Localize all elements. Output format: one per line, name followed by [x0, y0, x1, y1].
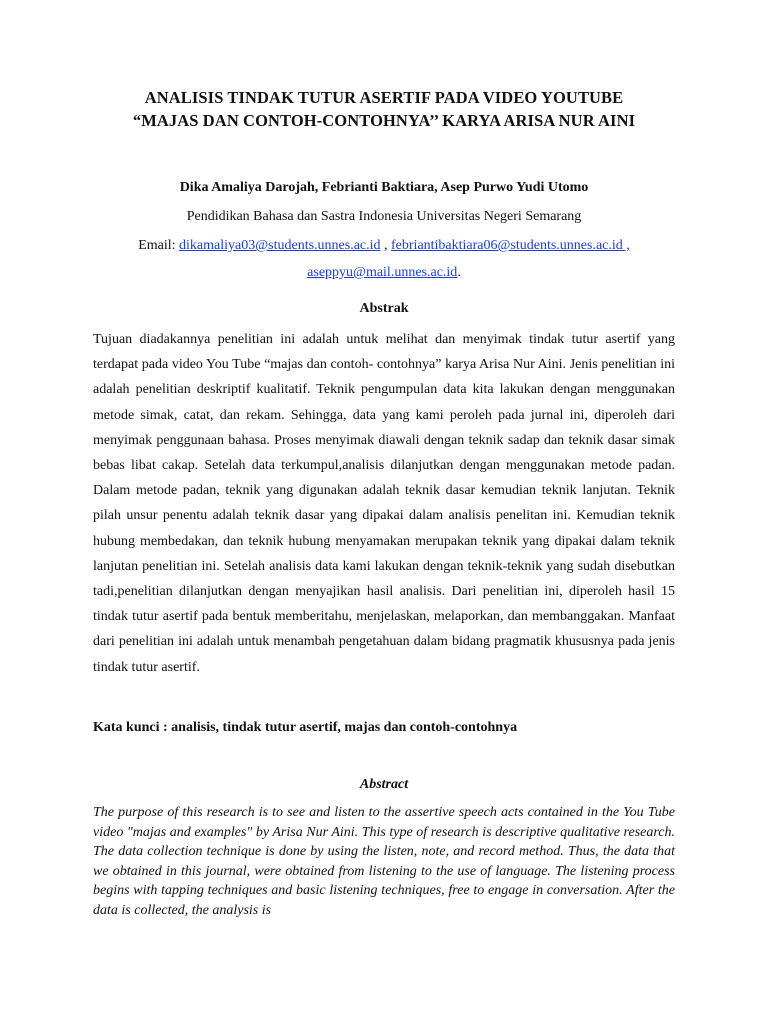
- email-label: Email:: [138, 238, 180, 253]
- abstrak-heading: Abstrak: [359, 301, 409, 316]
- paper-title-line-2: “MAJAS DAN CONTOH-CONTOHNYA’’ KARYA ARISA NUR AINI: [132, 111, 636, 130]
- author-list: Dika Amaliya Darojah, Febrianti Baktiara, Asep Purwo Yudi Utomo: [179, 180, 589, 195]
- keywords: Kata kunci : analisis, tindak tutur asertif, majas dan contoh-contohnya: [93, 720, 518, 735]
- email-link-3[interactable]: aseppyu@mail.unnes.ac.id: [307, 265, 458, 280]
- paper-title-line-1: ANALISIS TINDAK TUTUR ASERTIF PADA VIDEO YOUTUBE: [144, 88, 624, 107]
- email-line-1: [60, 236, 708, 256]
- email-link-1[interactable]: dikamaliya03@students.unnes.ac.id: [179, 238, 381, 253]
- abstract-body: The purpose of this research is to see and listen to the assertive speech acts contained in the You Tube video "majas and examples" by Arisa Nur Aini. This type of research is descriptive qualitative research. The data collection technique is done by using the listen, note, and record method. Thus, the data that we obtained in this journal, were obtained from listening to the use of language. The listening process begins with tapping techniques and basic listening techniques, free to engage in conversation. After the data is collected, the analysis is: [93, 805, 675, 918]
- abstrak-body: Tujuan diadakannya penelitian ini adalah untuk melihat dan menyimak tindak tutur asertif yang terdapat pada video You Tube “majas dan contoh- contohnya” karya Arisa Nur Aini. Jenis penelitian ini adalah penelitian deskriptif kualitatif. Teknik pengumpulan data kita lakukan dengan menggunakan metode simak, catat, dan rekam. Sehingga, data yang kami peroleh pada jurnal ini, diperoleh dari menyimak penggunaan bahasa. Proses menyimak diawali dengan teknik sadap dan teknik dasar simak bebas libat cakap. Setelah data terkumpul,analisis dilanjutkan dengan menggunakan metode padan. Dalam metode padan, teknik yang digunakan adalah teknik dasar kemudian teknik lanjutan. Teknik pilah unsur penentu adalah teknik dasar yang dipakai dalam analisis penelitan ini. Kemudian teknik hubung membedakan, dan teknik hubung menyamakan merupakan teknik yang dipakai dalam teknik lanjutan penelitian ini. Setelah analisis data kami lakukan dengan teknik-teknik yang sudah disebutkan tadi,penelitian dilanjutkan dengan menyajikan hasil analisis. Dari penelitian ini, diperoleh hasil 15 tindak tutur asertif pada bentuk memberitahu, menjelaskan, melaporkan, dan membanggakan. Manfaat dari penelitian ini adalah untuk menambah pengetahuan dalam bidang pragmatik khususnya pada jenis tindak tutur asertif.: [93, 332, 675, 675]
- abstract-heading: Abstract: [359, 777, 409, 792]
- email-link-2[interactable]: febriantibaktiara06@students.unnes.ac.id ,: [391, 238, 630, 253]
- paper-title: [60, 86, 708, 132]
- email-trailing-period: .: [457, 265, 461, 280]
- email-separator: ,: [380, 238, 392, 253]
- affiliation: Pendidikan Bahasa dan Sastra Indonesia Universitas Negeri Semarang: [186, 209, 582, 224]
- email-line-2: [60, 263, 708, 283]
